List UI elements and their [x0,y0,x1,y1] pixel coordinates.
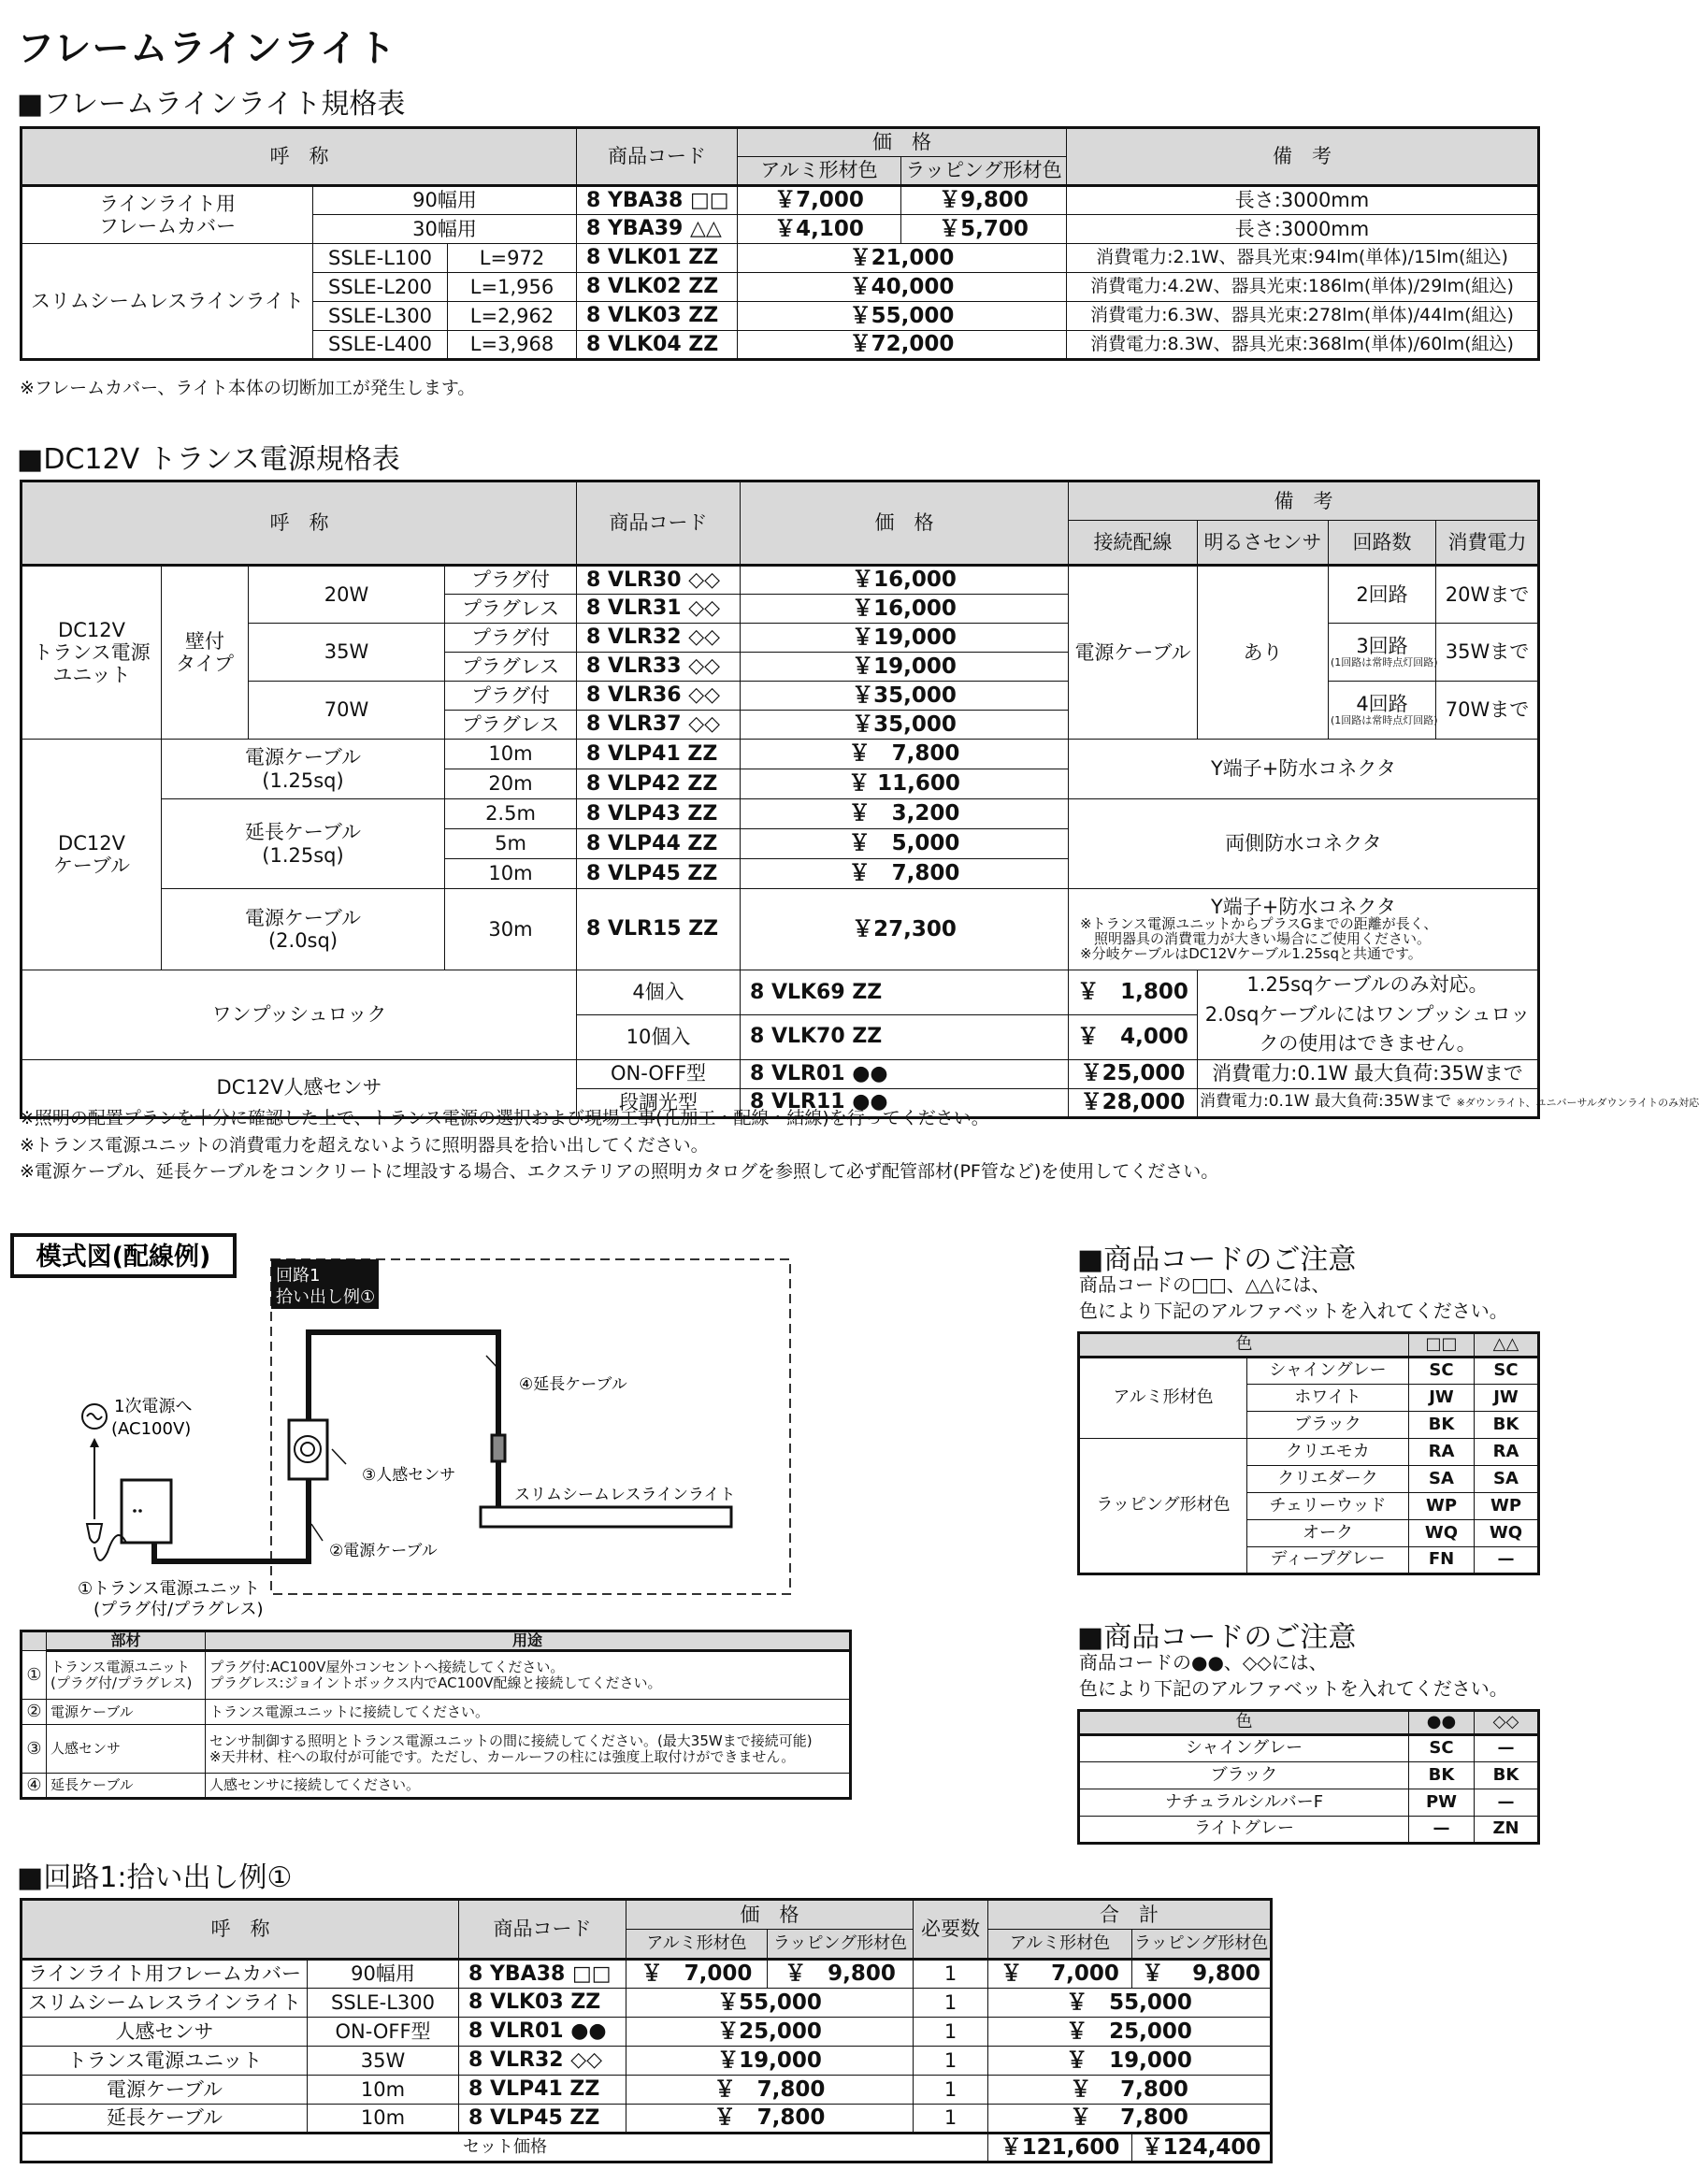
circuits-note: (1回路は常時点灯回路) [1331,714,1438,727]
price: ￥ 4,000 [1069,1014,1198,1059]
header-code-1: ●● [1409,1711,1475,1735]
section-heading-dc12v-spec: ■DC12V トランス電源規格表 [17,443,400,476]
color-code-table-1 [1077,1331,1540,1575]
table-row [22,1725,851,1774]
item-spec: 90幅用 [308,1960,459,1989]
size: 90幅用 [313,186,577,215]
product-code: 8 VLR32 ◇◇ [459,2047,626,2076]
total-wrap: ￥ 9,800 [1132,1960,1272,1989]
model: SSLE-L200 [313,273,448,302]
table-row [22,1774,851,1799]
code-1: JW [1409,1385,1475,1412]
product-code: 8 VLK69 ZZ [741,970,1069,1015]
header-code: 商品コード [459,1900,626,1960]
price: ￥19,000 [626,2047,914,2076]
code-2: — [1475,1547,1539,1574]
code-1: SC [1409,1735,1475,1762]
header-note: 備 考 [1069,481,1539,521]
header-price: 価 格 [741,481,1069,566]
code-2: ZN [1475,1817,1539,1844]
plug-type: プラグレス [445,711,577,740]
note: 消費電力:4.2W、器具光束:186lm(単体)/29lm(組込) [1067,273,1539,302]
product-code: 8 VLP43 ZZ [577,799,741,829]
code-2: BK [1475,1412,1539,1439]
quantity: 1 [914,2076,988,2105]
header-alumi: アルミ形材色 [626,1930,768,1960]
code-note-text-1 [1079,1272,1508,1324]
header-alumi: アルミ形材色 [738,157,901,186]
table-row [22,1989,1272,2018]
price: ￥ 7,800 [626,2076,914,2105]
line-light-label: スリムシームレスラインライト [514,1486,736,1504]
quantity: 1 [914,2047,988,2076]
header-code: 商品コード [577,128,738,186]
part-name: トランス電源ユニット (プラグ付/プラグレス) [47,1651,206,1700]
item-spec: ON-OFF型 [308,2018,459,2047]
set-price-row [22,2134,1272,2162]
price: ￥35,000 [741,682,1069,711]
length: 10m [445,859,577,889]
table-row [1079,1735,1539,1762]
one-push-lock: ワンプッシュロック [22,970,577,1060]
circuits [1329,682,1436,740]
part-number: ③ [22,1725,47,1774]
circuit-label-1: 回路1 [276,1266,321,1286]
wattage: 70W [249,682,445,740]
item-spec: SSLE-L300 [308,1989,459,2018]
code-1: SC [1409,1358,1475,1385]
note: Y端子+防水コネクタ [1069,740,1539,799]
length: 10m [445,740,577,769]
length: L=1,956 [448,273,577,302]
page-title: フレームラインライト [17,27,396,70]
price-alumi: ￥ 7,000 [626,1960,768,1989]
price: ￥28,000 [1069,1088,1198,1117]
note: 1.25sqケーブルのみ対応。 2.0sqケーブルにはワンプッシュロックの使用はできません。 [1198,970,1539,1060]
header-color: 色 [1079,1333,1409,1358]
quantity: 4個入 [577,970,741,1015]
header-note: 備 考 [1067,128,1539,186]
price: ￥ 7,800 [626,2105,914,2134]
code-1: FN [1409,1547,1475,1574]
product-code: 8 VLK03 ZZ [459,1989,626,2018]
total: ￥ 25,000 [988,2018,1272,2047]
product-code: 8 VLR01 ●● [459,2018,626,2047]
circuit-label-2: 拾い出し例① [276,1287,376,1307]
code-note-line: 商品コードの□□、△△には、 [1079,1273,1331,1296]
item-spec: 10m [308,2076,459,2105]
header-wrap: ラッピング形材色 [901,157,1067,186]
price: ￥35,000 [741,711,1069,740]
transformer-sublabel: (プラグ付/プラグレス) [94,1600,264,1619]
table-row [1079,1762,1539,1789]
item-name: 電源ケーブル [22,2076,308,2105]
footnote: ※照明の配置プランを十分に確認した上で、トランス電源の選択および現場工事(孔加工・配線・結線)を行ってください。 [20,1108,989,1128]
footnote: ※電源ケーブル、延長ケーブルをコンクリートに埋設する場合、エクステリアの照明カタログを参照して必ず配管部材(PF管など)を使用してください。 [20,1161,1219,1182]
part-name: 電源ケーブル [47,1700,206,1725]
color-group: ラッピング形材色 [1079,1439,1247,1574]
price: ￥16,000 [741,595,1069,624]
code-2: WQ [1475,1520,1539,1547]
sensor-label: ③人感センサ [362,1466,456,1485]
price: ￥16,000 [741,566,1069,595]
header-code-1: □□ [1409,1333,1475,1358]
model: SSLE-L300 [313,302,448,331]
header-power: 消費電力 [1436,521,1539,566]
footnote: ※トランス電源ユニットの消費電力を超えないように照明器具を拾い出してください。 [20,1134,709,1156]
price: ￥25,000 [1069,1059,1198,1088]
parts-usage-table [20,1630,852,1800]
code-note-heading-1: ■商品コードのご注意 [1077,1243,1357,1276]
note: 長さ:3000mm [1067,215,1539,244]
item-name: ラインライト用フレームカバー [22,1960,308,1989]
model: SSLE-L400 [313,331,448,360]
length: L=3,968 [448,331,577,360]
table-row [22,1651,851,1700]
header-qty: 必要数 [914,1900,988,1960]
dc12v-footnotes [20,1105,1218,1185]
code-2: SC [1475,1358,1539,1385]
product-code: 8 VLK01 ZZ [577,244,738,273]
primary-power-voltage: (AC100V) [111,1419,192,1439]
circuits [1329,624,1436,682]
set-price-alumi: ￥121,600 [988,2134,1132,2162]
header-color: 色 [1079,1711,1409,1735]
plug-type: プラグ付 [445,624,577,653]
price-alumi: ￥7,000 [738,186,901,215]
product-code: 8 VLP42 ZZ [577,769,741,799]
note [1069,889,1539,970]
quantity: 10個入 [577,1014,741,1059]
circuits-value: 4回路 [1356,693,1408,716]
set-price-wrap: ￥124,400 [1132,2134,1272,2162]
wiring: 電源ケーブル [1069,566,1198,740]
price: ￥ 5,000 [741,829,1069,859]
code-2: WP [1475,1493,1539,1520]
product-code: 8 VLK03 ZZ [577,302,738,331]
price: ￥55,000 [626,1989,914,2018]
code-2: — [1475,1789,1539,1817]
table-row [22,244,1539,273]
item-spec: 10m [308,2105,459,2134]
cable-name: 電源ケーブル (2.0sq) [162,889,445,970]
table-row [22,2047,1272,2076]
price: ￥ 1,800 [1069,970,1198,1015]
table-row [22,1700,851,1725]
table-row [22,889,1539,970]
length: L=2,962 [448,302,577,331]
length: 2.5m [445,799,577,829]
total: ￥ 55,000 [988,1989,1272,2018]
product-code: 8 VLR37 ◇◇ [577,711,741,740]
note: 両側防水コネクタ [1069,799,1539,889]
length: 30m [445,889,577,970]
wattage: 35W [249,624,445,682]
circuit-example-table [20,1898,1273,2163]
color-name: ナチュラルシルバーF [1079,1789,1409,1817]
frame-line-light-spec-table [20,126,1540,361]
header-wrap: ラッピング形材色 [768,1930,914,1960]
part-use: センサ制御する照明とトランス電源ユニットの間に接続してください。(最大35Wまで接続可能) ※天井材、柱への取付が可能です。ただし、カールーフの柱には強度上取付けができません。 [206,1725,851,1774]
line-light-icon [481,1507,731,1527]
part-use: 人感センサに接続してください。 [206,1774,851,1799]
price: ￥19,000 [741,653,1069,682]
product-code: 8 VLK02 ZZ [577,273,738,302]
wiring-diagram [0,1225,804,1617]
product-code: 8 VLP45 ZZ [577,859,741,889]
power-limit: 70Wまで [1436,682,1539,740]
total: ￥ 7,800 [988,2105,1272,2134]
product-code: 8 VLK70 ZZ [741,1014,1069,1059]
table-row [22,1059,1539,1088]
table-row [1079,1439,1539,1466]
primary-power-label: 1次電源へ [114,1397,193,1416]
header-name: 呼 称 [22,1900,459,1960]
part-name: 延長ケーブル [47,1774,206,1799]
dc12v-transformer-spec-table [20,480,1699,1119]
note: 消費電力:2.1W、器具光束:94lm(単体)/15lm(組込) [1067,244,1539,273]
cable-name: 延長ケーブル (1.25sq) [162,799,445,889]
header-part: 部材 [47,1631,206,1651]
note [1198,1088,1699,1117]
item-name: 延長ケーブル [22,2105,308,2134]
size: 30幅用 [313,215,577,244]
header-code-2: △△ [1475,1333,1539,1358]
part-name: 人感センサ [47,1725,206,1774]
product-code: 8 VLR36 ◇◇ [577,682,741,711]
color-name: チェリーウッド [1247,1493,1409,1520]
quantity: 1 [914,1960,988,1989]
code-1: WP [1409,1493,1475,1520]
color-name: クリエモカ [1247,1439,1409,1466]
price: ￥21,000 [738,244,1067,273]
price: ￥ 11,600 [741,769,1069,799]
group-transformer-unit: DC12V トランス電源 ユニット [22,566,162,740]
light-sensor: あり [1198,566,1329,740]
header-code-2: ◇◇ [1475,1711,1539,1735]
part-number: ④ [22,1774,47,1799]
color-name: ブラック [1247,1412,1409,1439]
item-name: トランス電源ユニット [22,2047,308,2076]
code-1: WQ [1409,1520,1475,1547]
item-name: 人感センサ [22,2018,308,2047]
header-use: 用途 [206,1631,851,1651]
dc12v-motion-sensor: DC12V人感センサ [22,1059,577,1117]
connector-icon [492,1435,505,1461]
plug-type: プラグレス [445,595,577,624]
color-name: クリエダーク [1247,1466,1409,1493]
table-row [1079,1789,1539,1817]
note: 消費電力:0.1W 最大負荷:35Wまで [1198,1059,1539,1088]
part-number: ① [22,1651,47,1700]
header-price: 価 格 [738,128,1067,157]
color-name: オーク [1247,1520,1409,1547]
total-alumi: ￥ 7,000 [988,1960,1132,1989]
price: ￥ 7,800 [741,859,1069,889]
frame-footnote: ※フレームカバー、ライト本体の切断加工が発生します。 [20,378,476,398]
price-wrap: ￥9,800 [901,186,1067,215]
power-cable-label: ②電源ケーブル [329,1542,438,1560]
product-code: 8 VLK04 ZZ [577,331,738,360]
extension-cable-label: ④延長ケーブル [519,1375,627,1394]
code-1: RA [1409,1439,1475,1466]
table-row [22,2076,1272,2105]
header-total-wrap: ラッピング形材色 [1132,1930,1272,1960]
table-row [22,1960,1272,1989]
item-name: スリムシームレスラインライト [22,1989,308,2018]
price-wrap: ￥ 9,800 [768,1960,914,1989]
price-wrap: ￥5,700 [901,215,1067,244]
quantity: 1 [914,1989,988,2018]
table-row [22,186,1539,215]
note: 長さ:3000mm [1067,186,1539,215]
code-note-line: 色により下記のアルファベットを入れてください。 [1079,1300,1508,1322]
diagram-title: 模式図(配線例) [36,1243,211,1272]
note: 消費電力:6.3W、器具光束:278lm(単体)/44lm(組込) [1067,302,1539,331]
code-1: BK [1409,1762,1475,1789]
part-use: プラグ付:AC100V屋外コンセントへ接続してください。 プラグレス:ジョイントボックス内でAC100V配線と接続してください。 [206,1651,851,1700]
power-limit: 20Wまで [1436,566,1539,624]
product-code: 8 VLP45 ZZ [459,2105,626,2134]
price: ￥19,000 [741,624,1069,653]
product-code: 8 YBA38 □□ [577,186,738,215]
color-name: シャイングレー [1079,1735,1409,1762]
table-row [22,2105,1272,2134]
color-code-table-2 [1077,1709,1540,1845]
section-heading-frame-spec: ■フレームラインライト規格表 [17,88,406,121]
set-price-label: セット価格 [22,2134,988,2162]
table-row [1079,1817,1539,1844]
table-row [22,566,1539,595]
note-main: 消費電力:0.1W 最大負荷:35Wまで [1200,1092,1452,1112]
group-frame-cover: ラインライト用 フレームカバー [22,186,313,244]
header-blank [22,1631,47,1651]
header-code: 商品コード [577,481,741,566]
sensor-type: 段調光型 [577,1088,741,1117]
header-circuits: 回路数 [1329,521,1436,566]
product-code: 8 VLP41 ZZ [577,740,741,769]
note-lines: ※トランス電源ユニットからプラスGまでの距離が長く、 照明器具の消費電力が大きい場合にご使用ください。 ※分岐ケーブルはDC12Vケーブル1.25sqと共通です。 [1080,915,1438,962]
code-2: SA [1475,1466,1539,1493]
part-number: ② [22,1700,47,1725]
note-title: Y端子+防水コネクタ [1210,896,1396,919]
price: ￥ 3,200 [741,799,1069,829]
table-row [22,2018,1272,2047]
model: SSLE-L100 [313,244,448,273]
transformer-unit-icon [122,1480,171,1543]
power-limit: 35Wまで [1436,624,1539,682]
code-2: BK [1475,1762,1539,1789]
wattage: 20W [249,566,445,624]
sensor-type: ON-OFF型 [577,1059,741,1088]
product-code: 8 YBA38 □□ [459,1960,626,1989]
product-code: 8 VLR01 ●● [741,1059,1069,1088]
header-wiring: 接続配線 [1069,521,1198,566]
header-light-sensor: 明るさセンサ [1198,521,1329,566]
product-code: 8 VLR31 ◇◇ [577,595,741,624]
price: ￥27,300 [741,889,1069,970]
code-note-heading-2: ■商品コードのご注意 [1077,1621,1357,1654]
price: ￥40,000 [738,273,1067,302]
price-alumi: ￥4,100 [738,215,901,244]
quantity: 1 [914,2105,988,2134]
plug-type: プラグ付 [445,566,577,595]
price: ￥55,000 [738,302,1067,331]
product-code: 8 VLR32 ◇◇ [577,624,741,653]
code-1: BK [1409,1412,1475,1439]
section-heading-example: ■回路1:拾い出し例① [17,1861,293,1894]
price: ￥ 7,800 [741,740,1069,769]
product-code: 8 VLR11 ●● [741,1088,1069,1117]
length: 20m [445,769,577,799]
color-group: アルミ形材色 [1079,1358,1247,1439]
circuits: 2回路 [1329,566,1436,624]
part-use: トランス電源ユニットに接続してください。 [206,1700,851,1725]
product-code: 8 VLR33 ◇◇ [577,653,741,682]
code-note-line: 色により下記のアルファベットを入れてください。 [1079,1677,1508,1700]
plug-type: プラグレス [445,653,577,682]
circuits-value: 3回路 [1356,635,1408,658]
note-small: ※ダウンライト、ユニバーサルダウンライトのみ対応 [1456,1097,1699,1110]
header-name: 呼 称 [22,128,577,186]
code-note-line: 商品コードの●●、◇◇には、 [1079,1651,1328,1674]
mount-type: 壁付 タイプ [162,566,249,740]
table-row [22,740,1539,769]
length: L=972 [448,244,577,273]
code-1: SA [1409,1466,1475,1493]
code-1: PW [1409,1789,1475,1817]
total: ￥ 7,800 [988,2076,1272,2105]
code-note-text-2 [1079,1649,1508,1702]
color-name: ホワイト [1247,1385,1409,1412]
header-total-alumi: アルミ形材色 [988,1930,1132,1960]
table-row [22,799,1539,829]
table-row [1079,1358,1539,1385]
code-1: — [1409,1817,1475,1844]
product-code: 8 VLP41 ZZ [459,2076,626,2105]
header-price: 価 格 [626,1900,914,1930]
plug-type: プラグ付 [445,682,577,711]
table-row [22,970,1539,1015]
product-code: 8 VLP44 ZZ [577,829,741,859]
circuits-note: (1回路は常時点灯回路) [1331,656,1438,669]
header-total: 合 計 [988,1900,1272,1930]
color-name: ライトグレー [1079,1817,1409,1844]
group-dc12v-cable: DC12V ケーブル [22,740,162,970]
note: 消費電力:8.3W、器具光束:368lm(単体)/60lm(組込) [1067,331,1539,360]
color-name: ブラック [1079,1762,1409,1789]
length: 5m [445,829,577,859]
header-name: 呼 称 [22,481,577,566]
cable-name: 電源ケーブル (1.25sq) [162,740,445,799]
color-name: ディープグレー [1247,1547,1409,1574]
code-2: JW [1475,1385,1539,1412]
group-slim-light: スリムシームレスラインライト [22,244,313,360]
product-code: 8 VLR30 ◇◇ [577,566,741,595]
product-code: 8 VLR15 ZZ [577,889,741,970]
transformer-label: ①トランス電源ユニット [78,1579,260,1599]
price: ￥25,000 [626,2018,914,2047]
code-2: RA [1475,1439,1539,1466]
item-spec: 35W [308,2047,459,2076]
color-name: シャイングレー [1247,1358,1409,1385]
price: ￥72,000 [738,331,1067,360]
code-2: — [1475,1735,1539,1762]
quantity: 1 [914,2018,988,2047]
product-code: 8 YBA39 △△ [577,215,738,244]
total: ￥ 19,000 [988,2047,1272,2076]
